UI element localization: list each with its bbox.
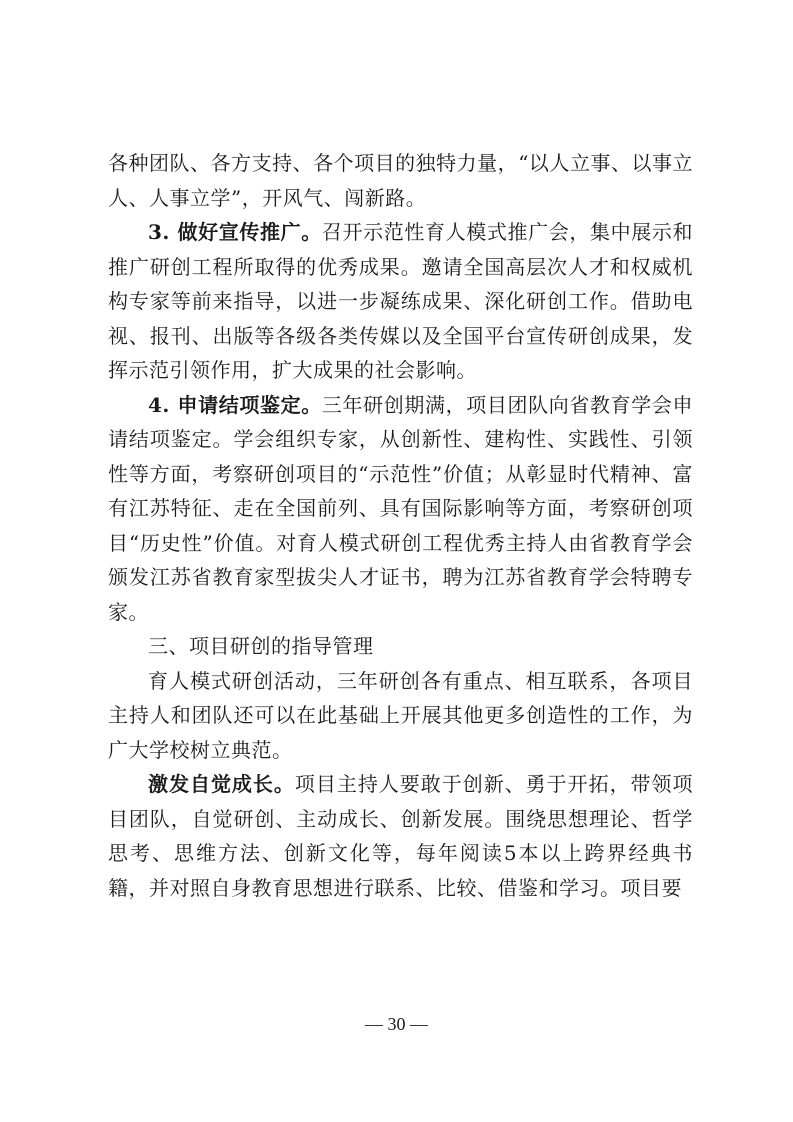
paragraph-appraisal <box>108 388 693 630</box>
paragraph-text: 各种团队、各方支持、各个项目的独特力量，“以人立事、以事立人、人事立学”，开风气、闯新路。 <box>108 151 693 210</box>
section-heading: 三、项目研创的指导管理 <box>148 634 374 658</box>
paragraph-text: 召开示范性育人模式推广会，集中展示和推广研创工程所取得的优秀成果。邀请全国高层次人才和权威机构专家等前来指导，以进一步凝练成果、深化研创工作。借助电视、报刊、出版等各级各类传媒以及全国平台宣传研创成果，发挥示范引领作用，扩大成果的社会影响。 <box>108 220 694 382</box>
paragraph-text: 育人模式研创活动，三年研创各有重点、相互联系，各项目主持人和团队还可以在此基础上开展其他更多创造性的工作，为广大学校树立典范。 <box>108 668 693 762</box>
paragraph-lead: 激发自觉成长。 <box>148 772 295 796</box>
paragraph-text: 项目主持人要敢于创新、勇于开拓，带领项目团队，自觉研创、主动成长、创新发展。围绕思想理论、哲学思考、思维方法、创新文化等，每年阅读5本以上跨界经典书籍，并对照自身教育思想进行联系、比较、借鉴和学习。项目要 <box>108 772 694 900</box>
paragraph-lead: 4. 申请结项鉴定。 <box>148 392 322 417</box>
paragraph-growth <box>108 767 693 905</box>
paragraph-intro <box>108 664 693 768</box>
paragraph-continuation <box>108 146 693 215</box>
document-page <box>108 146 693 905</box>
paragraph-lead: 3. 做好宣传推广。 <box>148 220 322 244</box>
paragraph-publicity <box>108 215 693 388</box>
paragraph-text: 三年研创期满，项目团队向省教育学会申请结项鉴定。学会组织专家，从创新性、建构性、实践性、引领性等方面，考察研创项目的“示范性”价值；从彰显时代精神、富有江苏特征、走在全国前列、具有国际影响等方面，考察研创项目“历史性”价值。对育人模式研创工程优秀主持人由省教育学会颁发江苏省教育家型拔尖人才证书，聘为江苏省教育学会特聘专家。 <box>108 392 694 624</box>
page-number: — 30 — <box>365 1014 428 1034</box>
